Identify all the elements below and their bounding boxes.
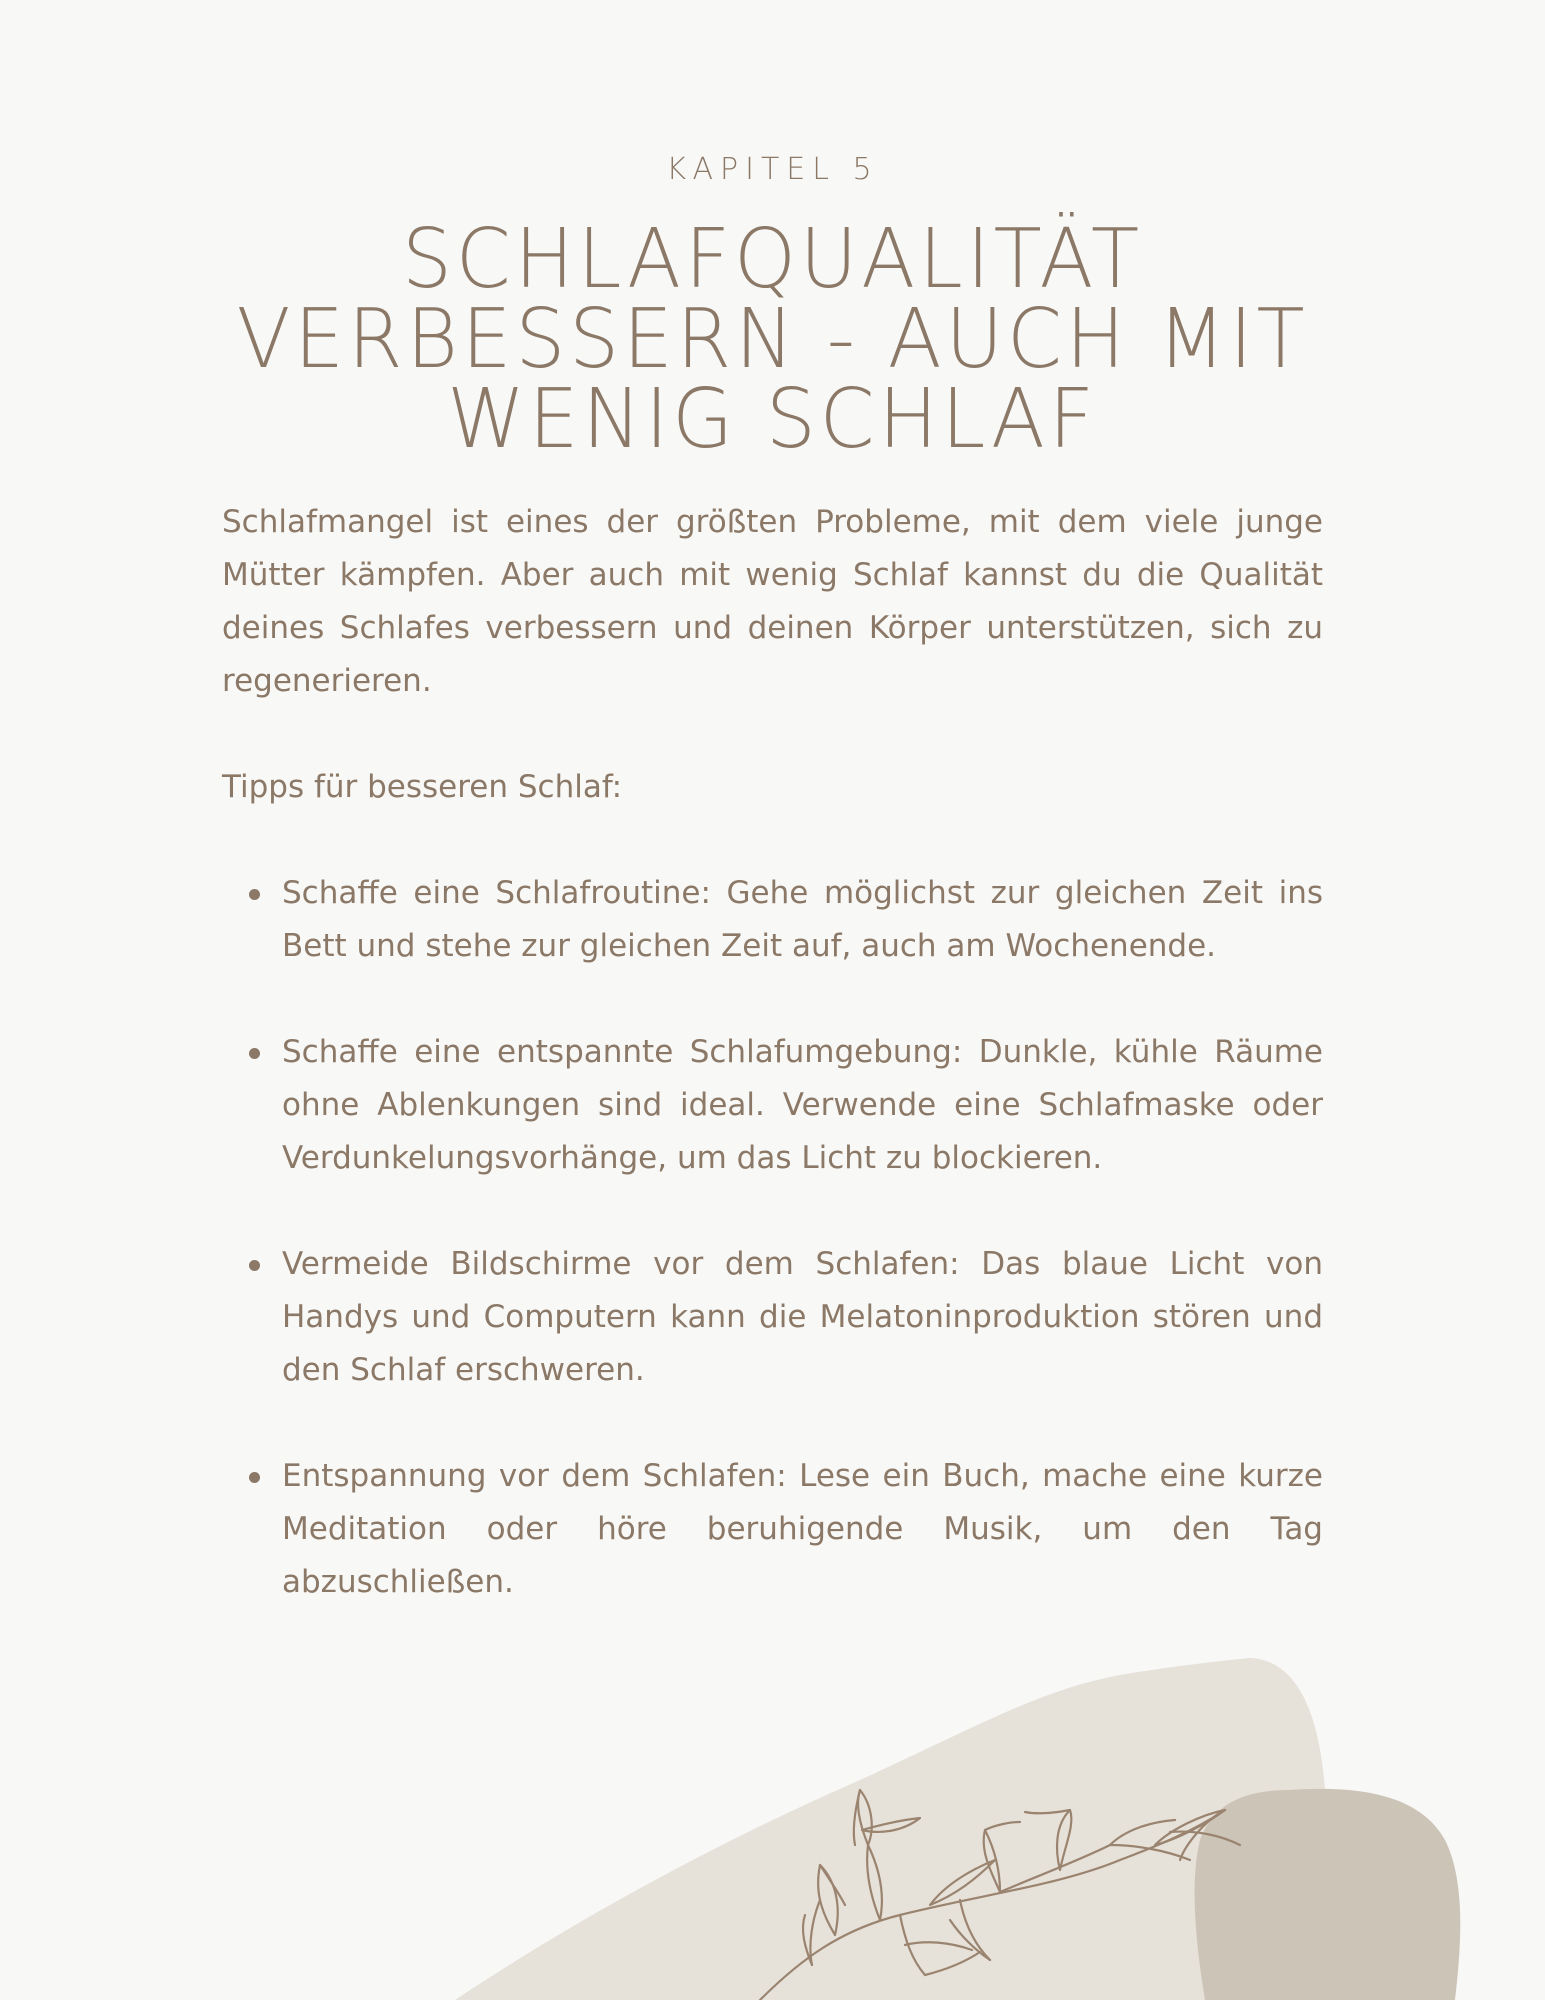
intro-paragraph: Schlafmangel ist eines der größten Probleme, mit dem viele junge Mütter kämpfen. Aber auch mit wenig Schlaf kannst du die Qualität deines Schlafes verbessern und deinen Körper unterstützen, sich zu regenerieren. xyxy=(222,504,1323,699)
list-item xyxy=(222,1450,1323,1609)
tip-text: Schaffe eine entspannte Schlafumgebung: Dunkle, kühle Räume ohne Ablenkungen sind ideal. Verwende eine Schlafmaske oder Verdunkelungsvorhänge, um das Licht zu blockieren. xyxy=(282,1034,1323,1176)
title-line-3: WENIG SCHLAF xyxy=(447,372,1098,467)
list-item xyxy=(222,1238,1323,1397)
tips-list xyxy=(222,867,1323,1662)
list-item xyxy=(222,867,1323,973)
title-line-1: SCHLAFQUALITÄT xyxy=(402,212,1143,307)
dark-blob-shape xyxy=(1195,1789,1461,2000)
list-item xyxy=(222,1026,1323,1185)
tip-text: Schaffe eine Schlafroutine: Gehe möglichst zur gleichen Zeit ins Bett und stehe zur gleichen Zeit auf, auch am Wochenende. xyxy=(282,875,1323,964)
bullet-icon xyxy=(249,1260,260,1271)
page-title xyxy=(215,212,1330,467)
bullet-icon xyxy=(249,1472,260,1483)
tip-text: Vermeide Bildschirme vor dem Schlafen: Das blaue Licht von Handys und Computern kann die Melatoninproduktion stören und den Schlaf erschweren. xyxy=(282,1246,1323,1388)
bullet-icon xyxy=(249,1048,260,1059)
tips-heading: Tipps für besseren Schlaf: xyxy=(222,769,623,805)
tip-text: Entspannung vor dem Schlafen: Lese ein Buch, mache eine kurze Meditation oder höre beruhigende Musik, um den Tag abzuschließen. xyxy=(282,1458,1323,1600)
title-line-2: VERBESSERN - AUCH MIT xyxy=(236,292,1309,387)
bullet-icon xyxy=(249,889,260,900)
chapter-label: KAPITEL 5 xyxy=(666,152,879,187)
